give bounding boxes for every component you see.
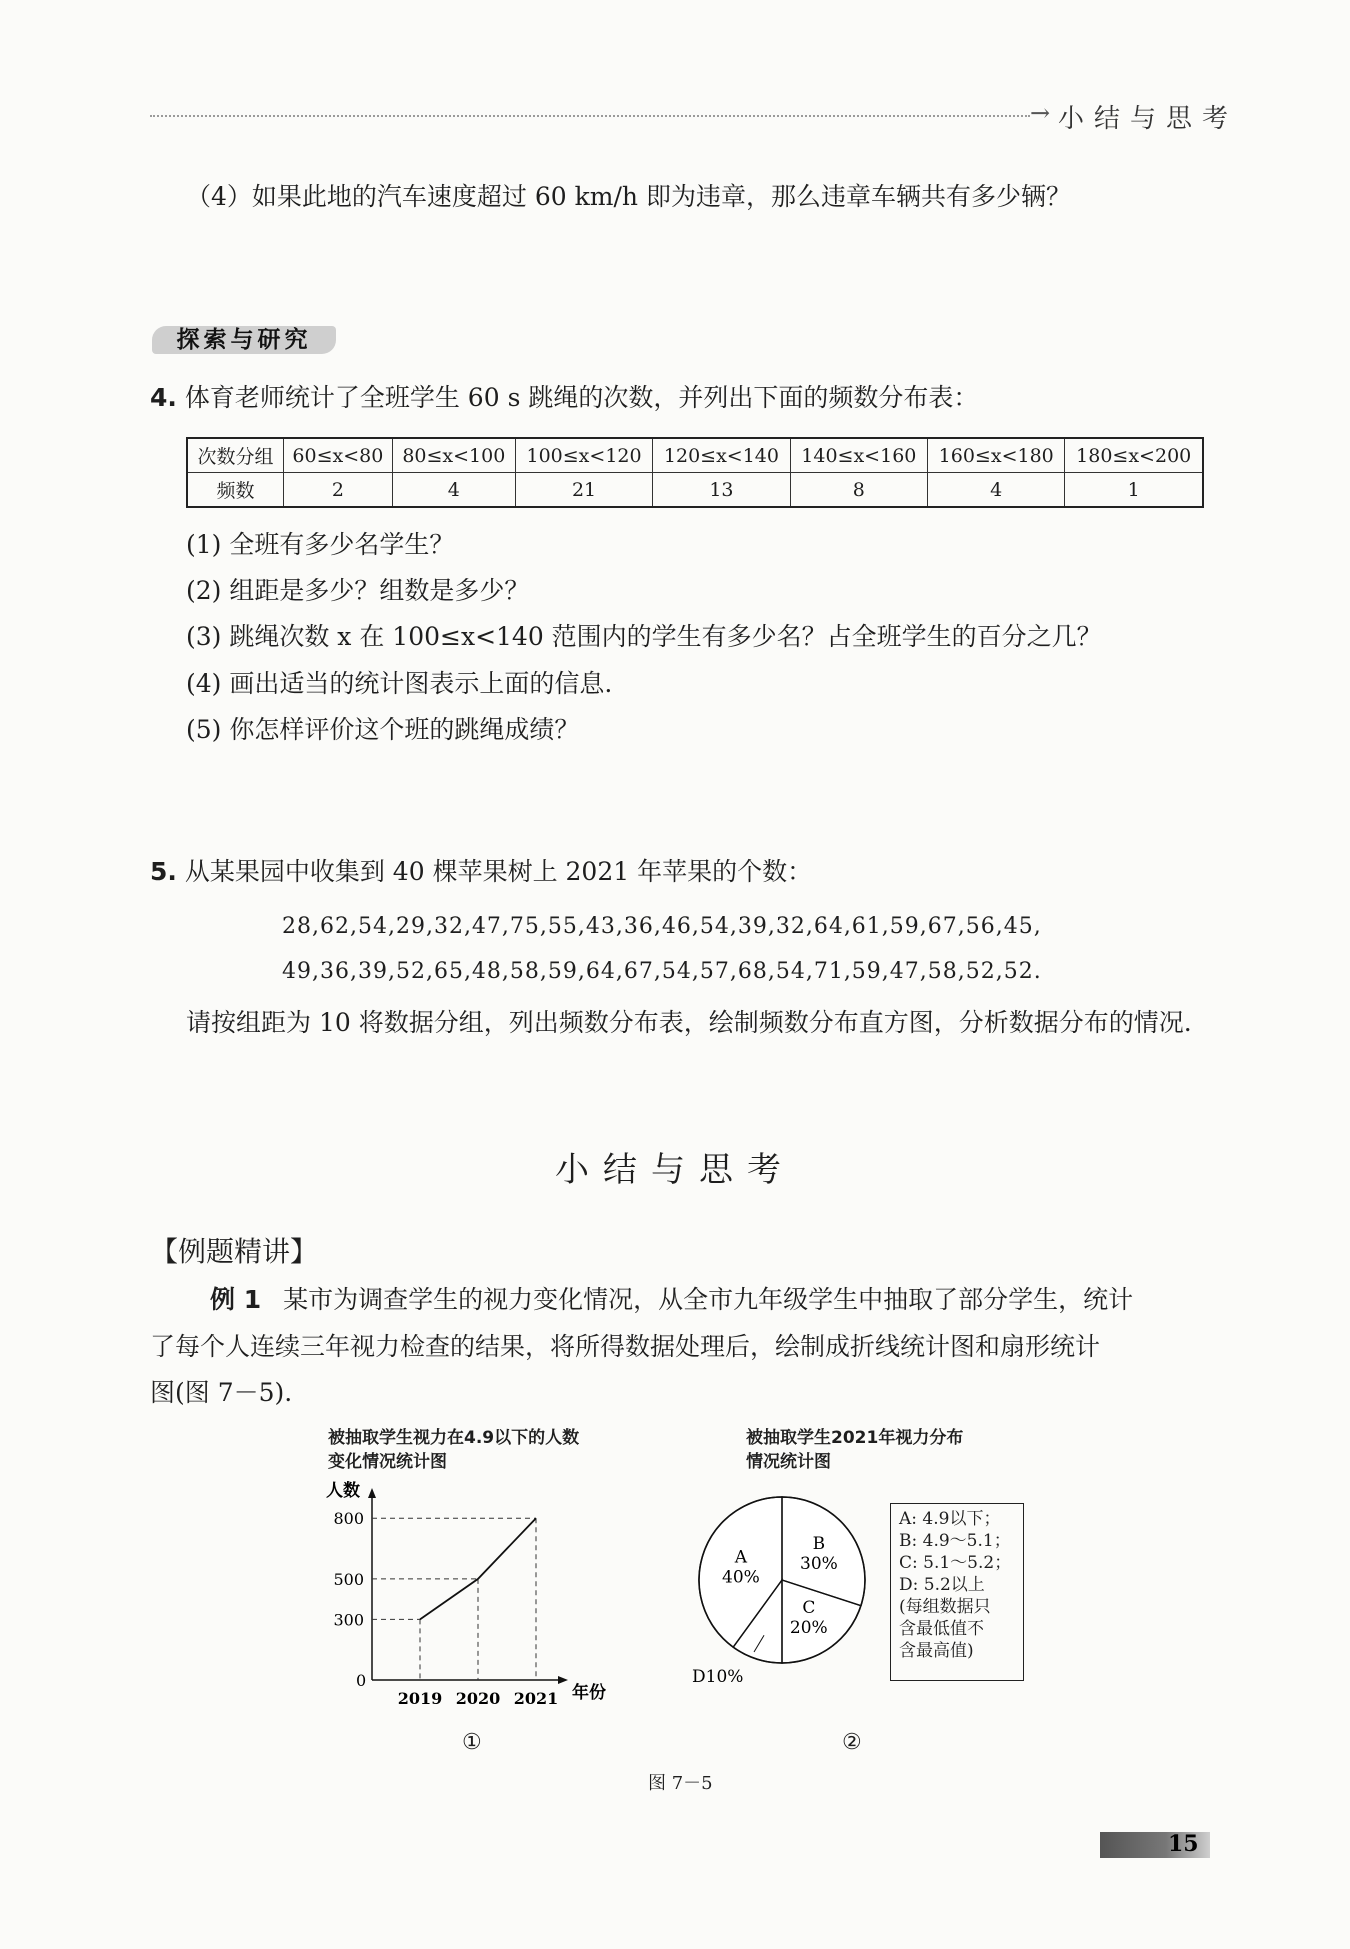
frequency-table xyxy=(186,437,1204,508)
legend-item: B: 4.9～5.1； xyxy=(899,1531,1011,1551)
pie-label-C: C xyxy=(802,1597,816,1618)
table-cell: 80≤x<100 xyxy=(392,438,515,473)
legend-note: (每组数据只 xyxy=(899,1597,991,1617)
y-tick-label: 500 xyxy=(333,1569,364,1589)
y-axis-label: 人数 xyxy=(326,1481,360,1501)
table-cell: 13 xyxy=(653,473,790,508)
table-cell: 160≤x<180 xyxy=(928,438,1065,473)
table-cell: 120≤x<140 xyxy=(653,438,790,473)
pie-label-B: B xyxy=(812,1534,826,1555)
y-tick-label: 800 xyxy=(333,1509,364,1529)
series-line xyxy=(420,1518,536,1619)
page-number: 15 xyxy=(1168,1831,1199,1857)
pie-percent-C: 20% xyxy=(789,1617,828,1638)
example-label: 例 1 xyxy=(210,1285,262,1314)
table-cell: 2 xyxy=(284,473,393,508)
chart2-title-line1: 被抽取学生2021年视力分布 xyxy=(746,1428,964,1448)
q4-part4: (4) 画出适当的统计图表示上面的信息. xyxy=(186,669,613,698)
x-axis-arrow xyxy=(558,1676,568,1684)
q5-data-line2: 49,36,39,52,65,48,58,59,64,67,54,57,68,54,71,59,47,58,52,52. xyxy=(282,959,1042,984)
legend-item: C: 5.1～5.2； xyxy=(899,1553,1012,1573)
pie-label-D: D10% xyxy=(692,1667,744,1687)
q4-part1: (1) 全班有多少名学生？ xyxy=(186,530,455,559)
chart1-marker: ① xyxy=(462,1730,482,1755)
origin-label: 0 xyxy=(356,1671,367,1690)
example-line2: 了每个人连续三年视力检查的结果，将所得数据处理后，绘制成折线统计图和扇形统计 xyxy=(150,1332,1101,1361)
chart2-marker: ② xyxy=(842,1730,862,1755)
pie-percent-A: 40% xyxy=(722,1567,760,1588)
x-tick-label: 2019 xyxy=(397,1689,443,1708)
table-row xyxy=(187,473,1203,508)
table-cell: 180≤x<200 xyxy=(1065,438,1203,473)
q4-part2: (2) 组距是多少？组数是多少？ xyxy=(186,576,530,605)
legend-item: A: 4.9以下； xyxy=(899,1509,1001,1529)
q5-instruction: 请按组距为 10 将数据分组，列出频数分布表，绘制频数分布直方图，分析数据分布的情况. xyxy=(186,1008,1192,1037)
y-tick-label: 300 xyxy=(333,1610,364,1630)
pie-label-A: A xyxy=(734,1547,748,1568)
chart1-title-line2: 变化情况统计图 xyxy=(328,1452,447,1472)
running-header-title: 小结与思考 xyxy=(1058,104,1239,134)
row-header: 频数 xyxy=(187,473,284,508)
table-cell: 4 xyxy=(928,473,1065,508)
x-tick-label: 2020 xyxy=(455,1689,501,1708)
legend-item: D: 5.2以上 xyxy=(899,1575,985,1595)
x-axis-label: 年份 xyxy=(572,1683,606,1703)
table-cell: 1 xyxy=(1065,473,1203,508)
example-line3: 图(图 7－5). xyxy=(150,1378,293,1407)
example-line1 xyxy=(210,1283,1133,1317)
q5-number: 5. xyxy=(150,857,177,886)
table-cell: 8 xyxy=(790,473,927,508)
line-chart xyxy=(320,1478,660,1728)
table-cell: 4 xyxy=(392,473,515,508)
figure-caption: 图 7－5 xyxy=(648,1773,713,1794)
q3-part4: （4）如果此地的汽车速度超过 60 km/h 即为违章，那么违章车辆共有多少辆？ xyxy=(186,182,1071,211)
legend-note: 含最高值) xyxy=(899,1641,974,1661)
table-cell: 60≤x<80 xyxy=(284,438,393,473)
q5-stem-text: 从某果园中收集到 40 棵苹果树上 2021 年苹果的个数： xyxy=(184,857,813,886)
line-chart-labels xyxy=(326,1480,606,1708)
table-cell: 140≤x<160 xyxy=(790,438,927,473)
line-chart-guides xyxy=(372,1518,536,1680)
q4-number: 4. xyxy=(150,383,177,412)
arrow-icon: → xyxy=(1030,99,1051,127)
pie-chart xyxy=(688,1490,888,1700)
example-text: 某市为调查学生的视力变化情况，从全市九年级学生中抽取了部分学生，统计 xyxy=(283,1285,1134,1314)
chart2-title-line2: 情况统计图 xyxy=(746,1452,831,1472)
pie-legend xyxy=(890,1503,1024,1681)
q4-stem-text: 体育老师统计了全班学生 60 s 跳绳的次数，并列出下面的频数分布表： xyxy=(184,383,979,412)
q4-stem xyxy=(150,381,978,415)
table-cell: 21 xyxy=(515,473,652,508)
table-cell: 100≤x<120 xyxy=(515,438,652,473)
q5-stem xyxy=(150,855,812,889)
header-rule xyxy=(150,115,1030,117)
y-axis-arrow xyxy=(368,1488,376,1498)
q4-part3: (3) 跳绳次数 x 在 100≤x<140 范围内的学生有多少名？占全班学生的百分之几？ xyxy=(186,622,1102,651)
pie-percent-B: 30% xyxy=(800,1554,838,1575)
legend-note: 含最低值不 xyxy=(899,1619,984,1639)
section-title: 小结与思考 xyxy=(555,1150,795,1190)
x-tick-label: 2021 xyxy=(513,1689,559,1708)
q5-data-line1: 28,62,54,29,32,47,75,55,43,36,46,54,39,32,64,61,59,67,56,45, xyxy=(282,914,1042,939)
row-header: 次数分组 xyxy=(187,438,284,473)
table-row xyxy=(187,438,1203,473)
q4-part5: (5) 你怎样评价这个班的跳绳成绩？ xyxy=(186,715,580,744)
example-heading: 【例题精讲】 xyxy=(150,1235,319,1268)
chart1-title-line1: 被抽取学生视力在4.9以下的人数 xyxy=(328,1428,580,1448)
section-badge: 探索与研究 xyxy=(152,326,336,354)
line-chart-series xyxy=(420,1518,536,1619)
